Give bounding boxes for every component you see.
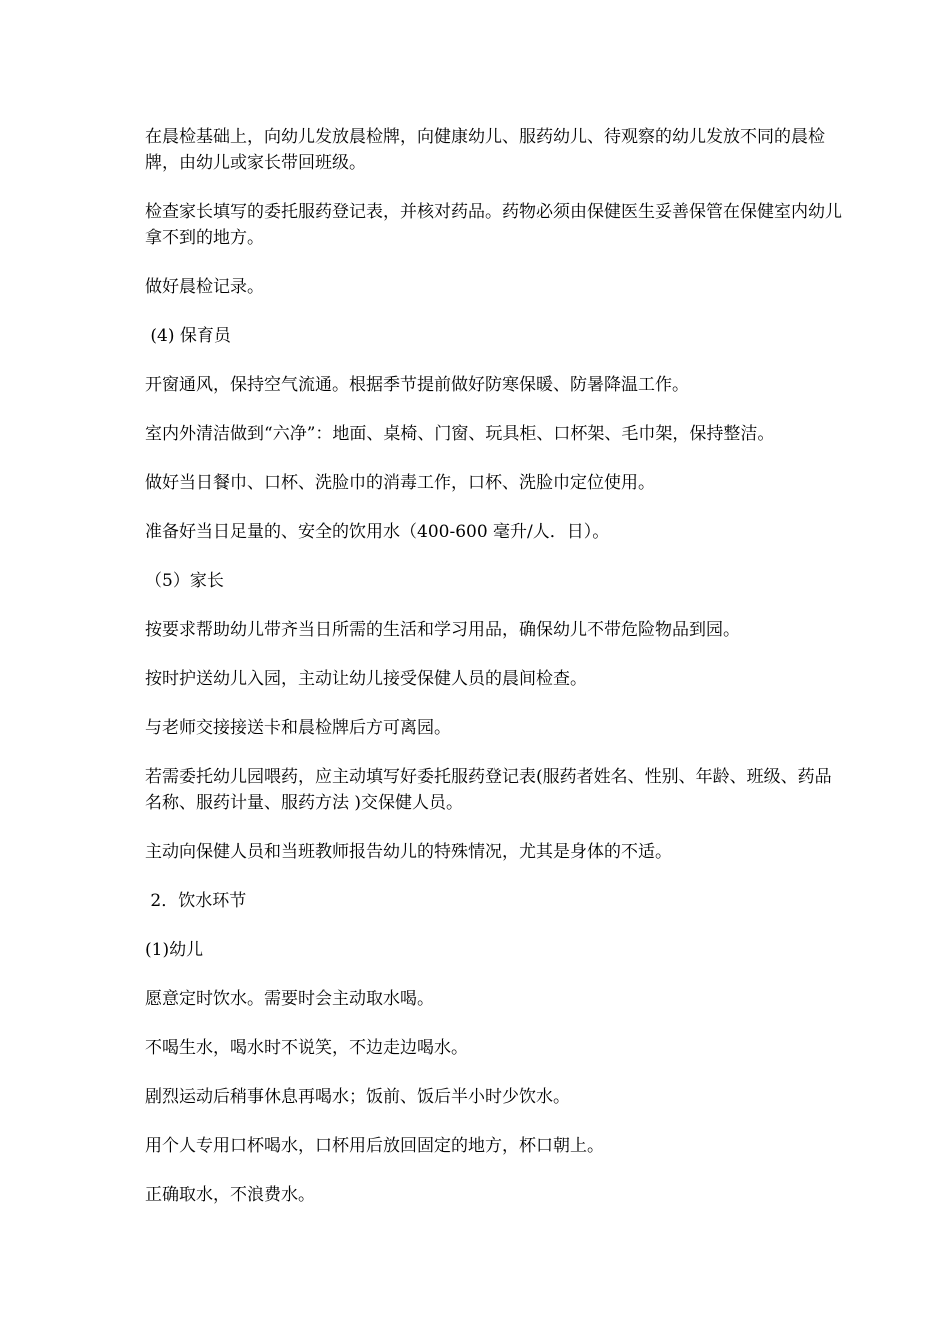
section-heading-drinking-water: 2．饮水环节 xyxy=(145,891,247,911)
subsection-heading-children: (1)幼儿 xyxy=(145,940,204,960)
paragraph-drinking-water-supply: 准备好当日足量的、安全的饮用水（400-600 毫升/人．日）。 xyxy=(145,522,610,542)
paragraph-report-special-conditions: 主动向保健人员和当班教师报告幼儿的特殊情况，尤其是身体的不适。 xyxy=(145,842,672,862)
section-heading-parents: （5）家长 xyxy=(145,571,224,591)
paragraph-handover-cards: 与老师交接接送卡和晨检牌后方可离园。 xyxy=(145,718,451,738)
paragraph-entrust-medication: 若需委托幼儿园喂药，应主动填写好委托服药登记表(服药者姓名、性别、年龄、班级、药品名称、服药计量、服药方法 )交保健人员。 xyxy=(145,767,832,813)
document-body xyxy=(145,124,845,1231)
paragraph-ventilation: 开窗通风，保持空气流通。根据季节提前做好防寒保暖、防暑降温工作。 xyxy=(145,375,689,395)
paragraph-medication-form-check: 检查家长填写的委托服药登记表，并核对药品。药物必须由保健医生妥善保管在保健室内幼儿拿不到的地方。 xyxy=(145,202,842,248)
paragraph-personal-cup: 用个人专用口杯喝水，口杯用后放回固定的地方，杯口朝上。 xyxy=(145,1136,604,1156)
paragraph-no-raw-water: 不喝生水，喝水时不说笑，不边走边喝水。 xyxy=(145,1038,468,1058)
section-heading-caregiver: (4) 保育员 xyxy=(145,326,231,346)
paragraph-morning-check-cards: 在晨检基础上，向幼儿发放晨检牌，向健康幼儿、服药幼儿、待观察的幼儿发放不同的晨检牌，由幼儿或家长带回班级。 xyxy=(145,127,825,173)
paragraph-morning-check-record: 做好晨检记录。 xyxy=(145,277,264,297)
paragraph-rest-before-drinking: 剧烈运动后稍事休息再喝水；饭前、饭后半小时少饮水。 xyxy=(145,1087,570,1107)
paragraph-six-cleans: 室内外清洁做到“六净”：地面、桌椅、门窗、玩具柜、口杯架、毛巾架，保持整洁。 xyxy=(145,424,775,444)
paragraph-disinfection: 做好当日餐巾、口杯、洗脸巾的消毒工作，口杯、洗脸巾定位使用。 xyxy=(145,473,655,493)
paragraph-no-waste-water: 正确取水，不浪费水。 xyxy=(145,1185,315,1205)
paragraph-bring-supplies: 按要求帮助幼儿带齐当日所需的生活和学习用品，确保幼儿不带危险物品到园。 xyxy=(145,620,740,640)
paragraph-escort-to-school: 按时护送幼儿入园，主动让幼儿接受保健人员的晨间检查。 xyxy=(145,669,587,689)
paragraph-drink-on-time: 愿意定时饮水。需要时会主动取水喝。 xyxy=(145,989,434,1009)
